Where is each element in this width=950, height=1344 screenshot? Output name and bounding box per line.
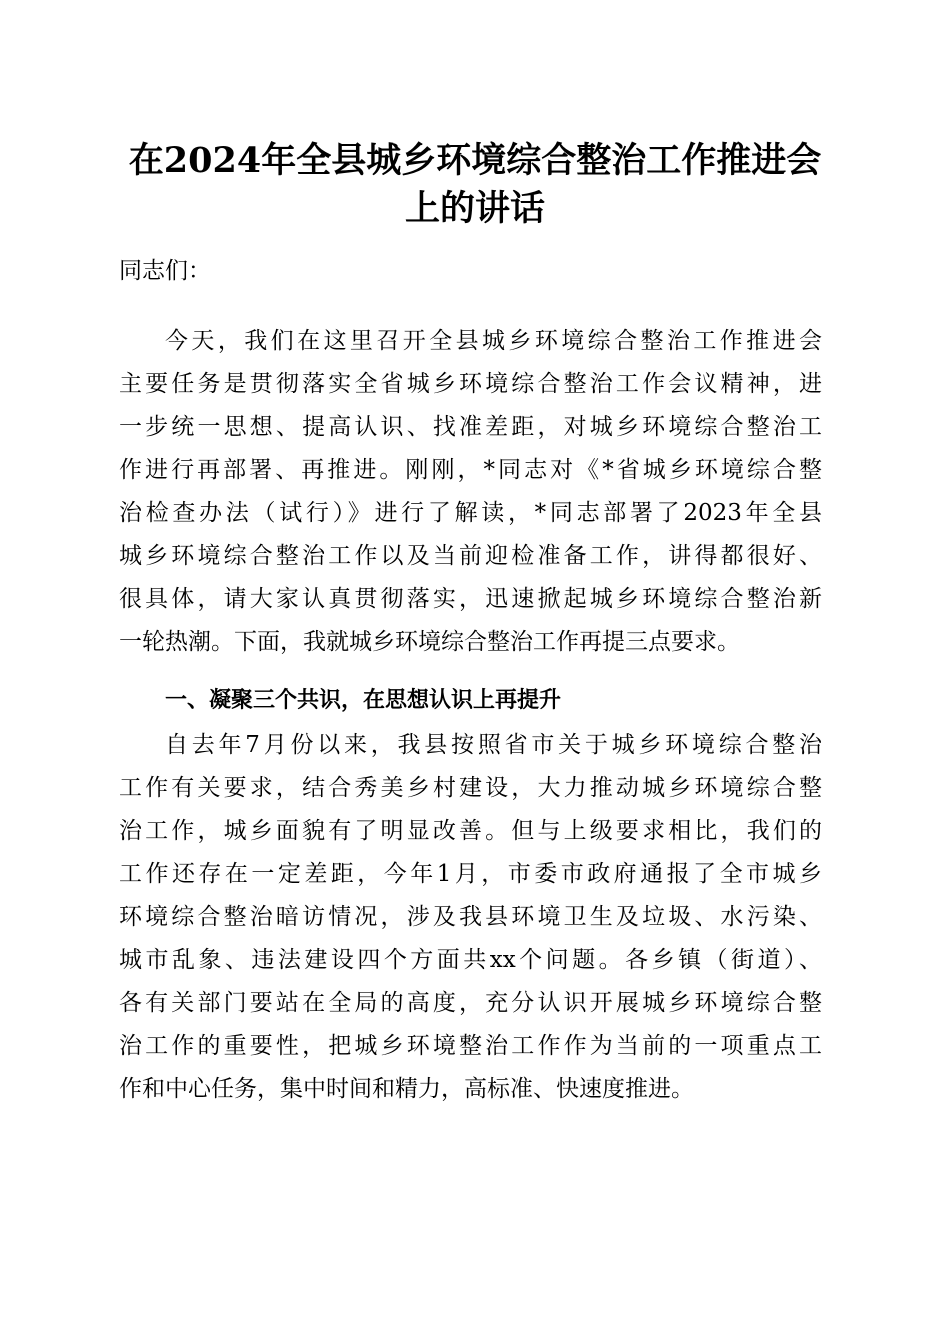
paragraph-2-line: 自去年7月份以来，我县按照省市关于城乡环境综合整治 <box>165 732 822 758</box>
paragraph-1-line: 城乡环境综合整治工作以及当前迎检准备工作，讲得都很好、 <box>119 543 822 569</box>
paragraph-1-line: 一轮热潮。下面，我就城乡环境综合整治工作再提三点要求。 <box>119 629 740 655</box>
paragraph-2-line: 治工作的重要性，把城乡环境整治工作作为当前的一项重点工 <box>119 1033 822 1059</box>
paragraph-2-line: 作和中心任务，集中时间和精力，高标准、快速度推进。 <box>119 1076 694 1102</box>
paragraph-1-line: 治检查办法（试行）》进行了解读，*同志部署了2023年全县 <box>119 500 822 526</box>
paragraph-1-line: 作进行再部署、再推进。刚刚，*同志对《*省城乡环境综合整 <box>119 457 822 483</box>
paragraph-2-line: 治工作，城乡面貌有了明显改善。但与上级要求相比，我们的 <box>119 818 822 844</box>
section-heading-1: 一、凝聚三个共识，在思想认识上再提升 <box>165 688 562 713</box>
paragraph-2-line: 工作还存在一定差距，今年1月，市委市政府通报了全市城乡 <box>119 861 822 887</box>
paragraph-2-line: 工作有关要求，结合秀美乡村建设，大力推动城乡环境综合整 <box>119 775 822 801</box>
paragraph-2-line: 环境综合整治暗访情况，涉及我县环境卫生及垃圾、水污染、 <box>119 904 822 930</box>
paragraph-1-line: 很具体，请大家认真贯彻落实，迅速掀起城乡环境综合整治新 <box>119 586 822 612</box>
document-title-line-1: 在2024年全县城乡环境综合整治工作推进会 <box>128 140 822 181</box>
paragraph-2-line: 各有关部门要站在全局的高度，充分认识开展城乡环境综合整 <box>119 990 822 1016</box>
paragraph-1-line: 今天，我们在这里召开全县城乡环境综合整治工作推进会 <box>165 328 822 354</box>
paragraph-1-line: 一步统一思想、提高认识、找准差距，对城乡环境综合整治工 <box>119 414 822 440</box>
paragraph-2-line: 城市乱象、违法建设四个方面共xx个问题。各乡镇（街道）、 <box>119 947 822 973</box>
salutation: 同志们： <box>119 258 211 284</box>
document-title-line-2: 上的讲话 <box>404 188 545 229</box>
paragraph-1-line: 主要任务是贯彻落实全省城乡环境综合整治工作会议精神，进 <box>119 371 822 397</box>
